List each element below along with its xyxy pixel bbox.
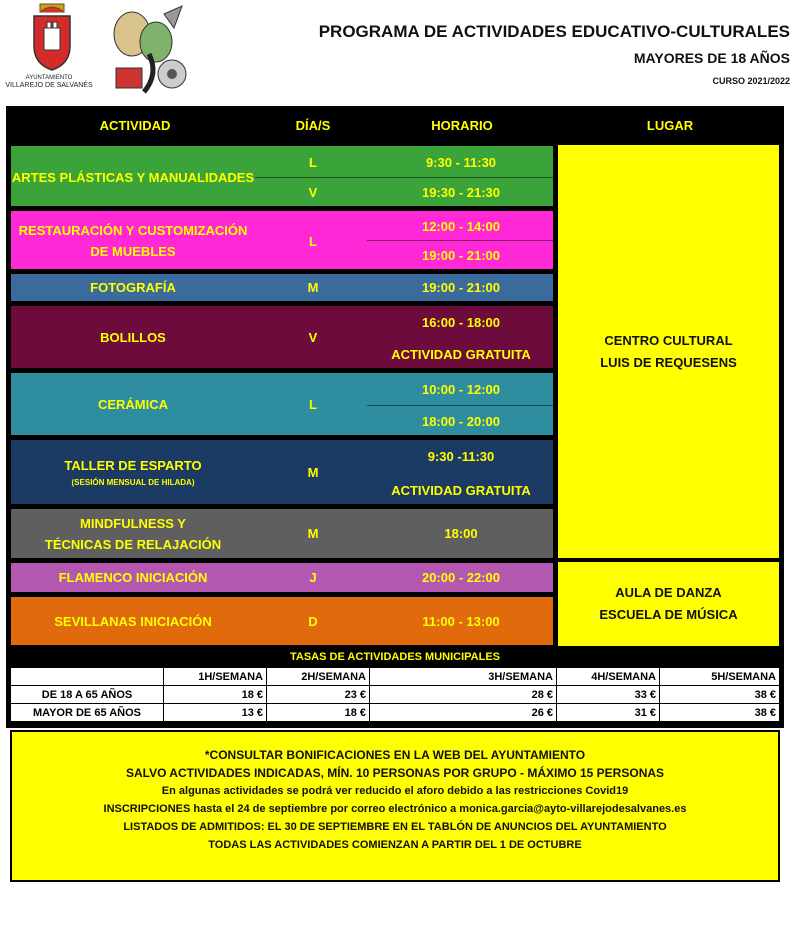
fees-header-row	[11, 668, 780, 686]
activity-name: RESTAURACIÓN Y CUSTOMIZACIÓN DE MUEBLES	[18, 223, 248, 259]
fee-value: 26 €	[370, 704, 557, 722]
column-header-dias: DÍA/S	[295, 118, 331, 133]
activity-name: SEVILLANAS INICIACIÓN	[54, 613, 212, 629]
activity-row	[10, 305, 554, 369]
activity-name: BOLILLOS	[100, 329, 166, 345]
location-centro-cultural: CENTRO CULTURAL LUIS DE REQUESENS	[558, 145, 779, 558]
activity-day: J	[309, 570, 317, 585]
activity-day: L	[309, 233, 317, 249]
note-line: INSCRIPCIONES hasta el 24 de septiembre por correo electrónico a monica.garcia@ayto-villarejodesalvanes.es	[103, 803, 687, 815]
row-divider	[367, 405, 555, 406]
activity-time: 9:30 - 11:30	[425, 154, 497, 170]
notes-box	[10, 730, 780, 882]
location-aula-danza: AULA DE DANZA ESCUELA DE MÚSICA	[558, 562, 779, 646]
activity-time: 18:00	[444, 526, 478, 541]
row-divider	[255, 177, 555, 178]
fee-value: 33 €	[557, 686, 660, 704]
activity-time: 12:00 - 14:00	[421, 219, 501, 234]
activity-row	[10, 439, 554, 505]
coat-of-arms-logo	[30, 2, 74, 74]
note-line: *CONSULTAR BONIFICACIONES EN LA WEB DEL AYUNTAMIENTO	[204, 748, 586, 762]
theatre-masks-emblem	[104, 4, 194, 100]
note-line: En algunas actividades se podrá ver reducido el aforo debido a las restricciones Covid19	[161, 785, 629, 797]
activity-row	[10, 145, 554, 207]
activity-name: CERÁMICA	[97, 396, 169, 412]
activity-time: 11:00 - 13:00	[422, 613, 500, 629]
activity-name: MINDFULNESS Y TÉCNICAS DE RELAJACIÓN	[44, 515, 222, 552]
activity-time: 19:00 - 21:00	[421, 280, 501, 295]
column-header-lugar: LUGAR	[646, 118, 694, 133]
activity-name: ARTES PLÁSTICAS Y MANUALIDADES	[11, 169, 255, 185]
activity-day: M	[307, 464, 319, 480]
activity-row	[10, 273, 554, 302]
activity-day: D	[308, 613, 318, 629]
course-year: CURSO 2021/2022	[712, 76, 790, 86]
fees-row-label: DE 18 A 65 AÑOS	[11, 686, 164, 704]
fees-header: 4H/SEMANA	[557, 668, 660, 686]
fees-row-label: MAYOR DE 65 AÑOS	[11, 704, 164, 722]
fees-row	[11, 686, 780, 704]
activity-day: V	[308, 329, 318, 345]
fee-value: 23 €	[267, 686, 370, 704]
fees-header: 5H/SEMANA	[660, 668, 780, 686]
fee-value: 28 €	[370, 686, 557, 704]
fee-value: 18 €	[164, 686, 267, 704]
page-title: PROGRAMA DE ACTIVIDADES EDUCATIVO-CULTURALES	[318, 22, 790, 41]
page-subtitle: MAYORES DE 18 AÑOS	[633, 50, 790, 66]
activity-time: 18:00 - 20:00	[421, 413, 501, 429]
activity-time: 10:00 - 12:00	[421, 381, 501, 397]
activity-row	[10, 596, 554, 646]
activity-name: TALLER DE ESPARTO (SESIÓN MENSUAL DE HILADA)	[11, 440, 255, 504]
activity-row	[10, 508, 554, 559]
activity-time: 9:30 -11:30	[427, 448, 495, 464]
note-line: TODAS LAS ACTIVIDADES COMIENZAN A PARTIR DEL 1 DE OCTUBRE	[208, 839, 582, 851]
row-divider	[367, 240, 555, 241]
activity-note: (SESIÓN MENSUAL DE HILADA)	[71, 477, 195, 487]
activity-day: M	[307, 280, 319, 295]
activity-name: FOTOGRAFÍA	[90, 280, 176, 295]
activity-time: 16:00 - 18:00	[421, 314, 501, 330]
fee-value: 31 €	[557, 704, 660, 722]
free-activity-label: ACTIVIDAD GRATUITA	[391, 346, 531, 362]
activity-day: M	[307, 526, 319, 541]
note-line: LISTADOS DE ADMITIDOS: EL 30 DE SEPTIEMBRE EN EL TABLÓN DE ANUNCIOS DEL AYUNTAMIENTO	[123, 821, 667, 833]
fees-header: 2H/SEMANA	[267, 668, 370, 686]
fees-header: 1H/SEMANA	[164, 668, 267, 686]
note-line: SALVO ACTIVIDADES INDICADAS, MÍN. 10 PERSONAS POR GRUPO - MÁXIMO 15 PERSONAS	[125, 766, 665, 780]
activity-time: 19:30 - 21:30	[421, 184, 501, 200]
fee-value: 13 €	[164, 704, 267, 722]
activity-row	[10, 210, 554, 270]
fees-title: TASAS DE ACTIVIDADES MUNICIPALES	[289, 651, 501, 663]
column-header-horario: HORARIO	[431, 118, 493, 133]
column-header-actividad: ACTIVIDAD	[99, 118, 171, 133]
activity-day: L	[309, 396, 317, 412]
activity-row	[10, 562, 554, 593]
fees-row	[11, 704, 780, 722]
activity-name: FLAMENCO INICIACIÓN	[58, 570, 208, 585]
fees-table	[10, 667, 780, 722]
seal-caption: AYUNTAMIENTO VILLAREJO DE SALVANÉS	[5, 75, 93, 89]
free-activity-label: ACTIVIDAD GRATUITA	[391, 482, 531, 498]
fee-value: 38 €	[660, 704, 780, 722]
activity-day: V	[308, 184, 318, 200]
activity-day: L	[309, 154, 317, 170]
activity-time: 19:00 - 21:00	[421, 248, 501, 263]
fee-value: 18 €	[267, 704, 370, 722]
activity-time: 20:00 - 22:00	[421, 570, 501, 585]
fee-value: 38 €	[660, 686, 780, 704]
activity-row	[10, 372, 554, 436]
fees-header: 3H/SEMANA	[370, 668, 557, 686]
